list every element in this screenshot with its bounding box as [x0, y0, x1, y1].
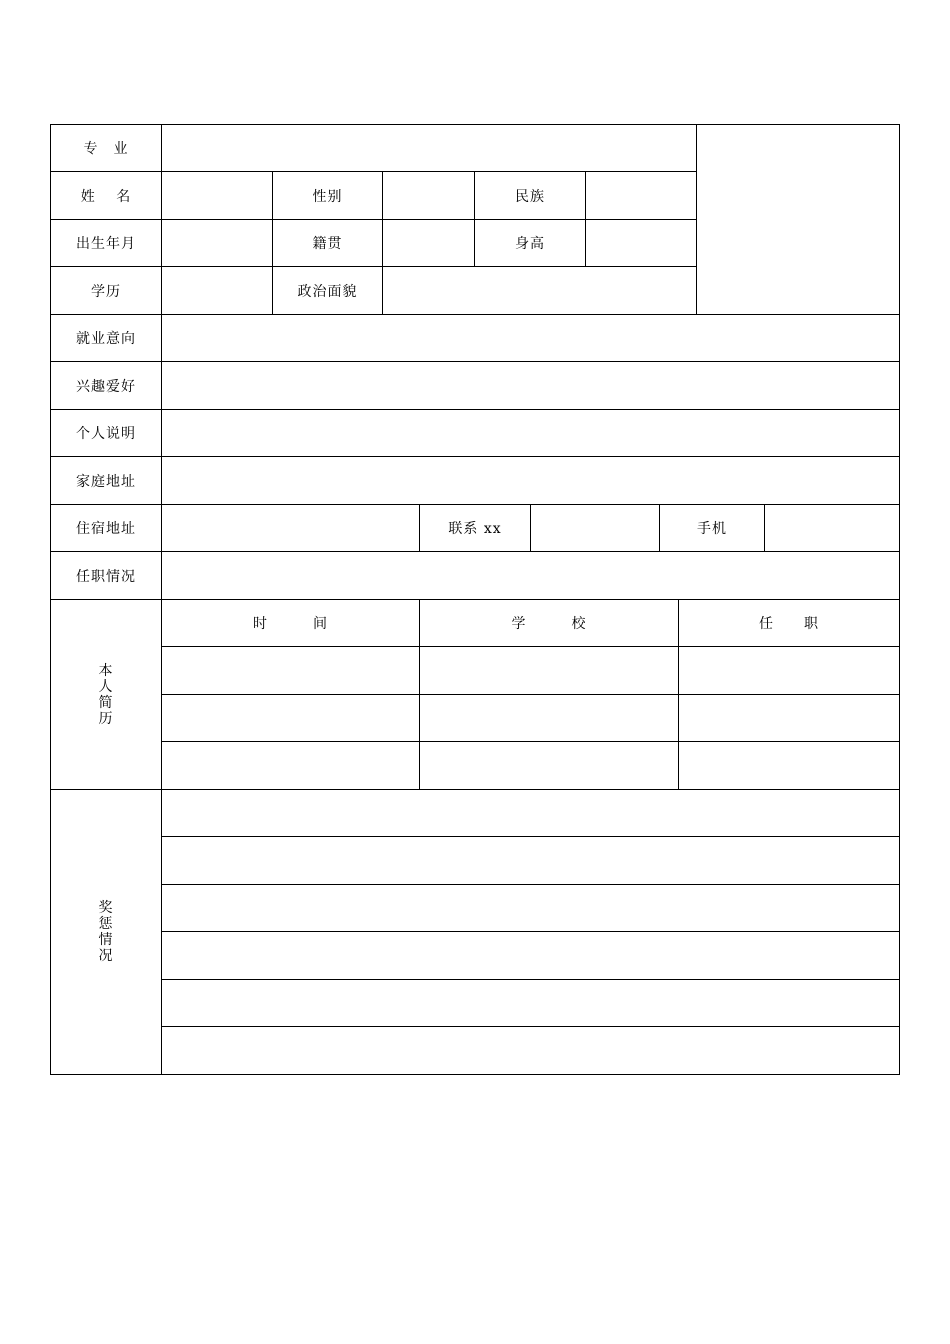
awards-row[interactable] — [162, 885, 899, 931]
field-birth[interactable] — [162, 220, 272, 266]
resume-cell[interactable] — [679, 742, 899, 789]
label-char: 历 — [98, 710, 114, 727]
label-name: 姓 名 — [80, 188, 132, 205]
label-political-status: 政治面貌 — [297, 283, 358, 300]
label-positions-held: 任职情况 — [76, 568, 136, 585]
label-gender: 性别 — [312, 188, 343, 205]
label-char: 简 — [98, 694, 114, 711]
resume-cell[interactable] — [679, 695, 899, 741]
label-home-address: 家庭地址 — [76, 473, 136, 490]
resume-cell[interactable] — [162, 742, 419, 789]
field-native-place[interactable] — [383, 220, 474, 266]
label-awards — [51, 790, 161, 1074]
field-job-intention[interactable] — [162, 315, 899, 361]
field-personal-statement[interactable] — [162, 410, 899, 456]
label-major: 专 业 — [83, 141, 129, 157]
column-header-school: 学 校 — [511, 616, 587, 632]
field-gender[interactable] — [383, 172, 474, 219]
label-char: 况 — [98, 948, 114, 964]
column-header-position: 任 职 — [759, 616, 819, 632]
label-char: 本 — [98, 662, 114, 679]
label-char: 人 — [98, 678, 114, 695]
label-native-place: 籍贯 — [312, 236, 343, 252]
resume-cell[interactable] — [420, 742, 678, 789]
resume-cell[interactable] — [420, 647, 678, 694]
awards-row[interactable] — [162, 790, 899, 836]
field-hobbies[interactable] — [162, 362, 899, 409]
resume-cell[interactable] — [420, 695, 678, 741]
rule — [899, 124, 900, 1075]
field-mobile[interactable] — [765, 505, 899, 551]
field-height[interactable] — [586, 220, 696, 266]
label-ethnicity: 民族 — [515, 188, 545, 205]
label-char: 惩 — [98, 916, 114, 932]
resume-cell[interactable] — [162, 647, 419, 694]
field-positions-held[interactable] — [162, 552, 899, 599]
field-name[interactable] — [162, 172, 272, 219]
label-dorm-address: 住宿地址 — [76, 521, 136, 537]
awards-row[interactable] — [162, 837, 899, 884]
label-education: 学历 — [91, 283, 121, 300]
field-home-address[interactable] — [162, 457, 899, 504]
label-char: 奖 — [98, 900, 114, 916]
awards-row[interactable] — [162, 1027, 899, 1074]
label-job-intention: 就业意向 — [76, 331, 136, 347]
label-resume — [51, 600, 161, 789]
label-height: 身高 — [515, 236, 545, 252]
field-major[interactable] — [162, 125, 696, 171]
label-hobbies: 兴趣爱好 — [76, 378, 136, 395]
field-contact[interactable] — [531, 505, 659, 551]
field-education[interactable] — [162, 267, 272, 314]
label-birth: 出生年月 — [76, 236, 136, 252]
resume-cell[interactable] — [162, 695, 419, 741]
label-char: 情 — [98, 932, 114, 948]
awards-row[interactable] — [162, 932, 899, 979]
rule — [50, 1074, 900, 1075]
column-header-time: 时 间 — [253, 616, 328, 632]
field-ethnicity[interactable] — [586, 172, 696, 219]
field-political-status[interactable] — [383, 267, 696, 314]
photo-area[interactable] — [697, 125, 899, 314]
label-personal-statement: 个人说明 — [76, 426, 136, 442]
awards-row[interactable] — [162, 980, 899, 1026]
resume-cell[interactable] — [679, 647, 899, 694]
label-mobile: 手机 — [697, 521, 727, 537]
field-dorm-address[interactable] — [162, 505, 419, 551]
label-contact: 联系 xx — [448, 521, 502, 537]
